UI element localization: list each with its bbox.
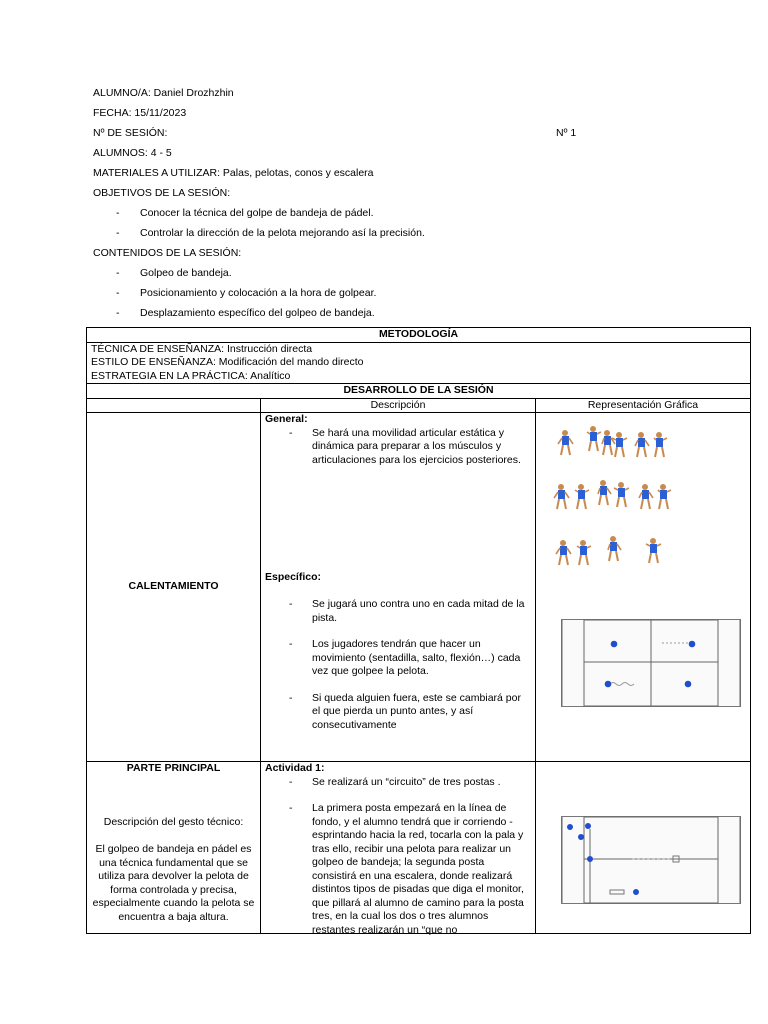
player-dot [633,889,639,895]
calentamiento-graphic [536,413,751,762]
alumno-line: ALUMNO/A: Daniel Drozhzhin [93,87,234,99]
desarrollo-header: DESARROLLO DE LA SESIÓN [87,384,751,399]
player-dot [689,641,696,648]
exercise-figure [639,484,653,509]
exercise-figure [554,484,569,509]
alumnos-line: ALUMNOS: 4 - 5 [93,147,172,159]
actividad-title: Actividad 1: [265,762,325,774]
list-item: - Se jugará uno contra uno en cada mitad de la pista. [289,598,525,624]
calentamiento-label: CALENTAMIENTO [87,413,261,762]
especifico-title: Específico: [265,570,322,583]
exercise-figure [577,540,591,565]
gesto-text: El golpeo de bandeja en pádel es una técnica fundamental que se utiliza para devolver la pelota de forma controlada y precisa, especialmente cuando la pelota se encuentra a baja altura. [92,843,255,923]
exercise-figure [587,426,601,451]
principal-desc [261,762,536,934]
gesto-title: Descripción del gesto técnico: [103,815,244,828]
stretching-figures-group [554,426,671,565]
estrategia-line: ESTRATEGIA EN LA PRÁCTICA: Analítico [91,369,291,382]
objetivos-title: OBJETIVOS DE LA SESIÓN: [93,187,231,199]
player-dot [585,823,591,829]
list-item: - Si queda alguien fuera, este se cambiará por el que pierda un punto antes, y así consecutivamente [289,691,521,731]
col-descripcion: Descripción [261,398,536,413]
contenido-item: - Desplazamiento específico del golpeo de bandeja. [116,307,375,319]
player-dot [685,681,692,688]
exercise-figure [558,430,573,455]
objetivo-item: - Conocer la técnica del golpe de bandeja de pádel. [116,207,374,219]
estilo-line: ESTILO DE ENSEÑANZA: Modificación del mando directo [91,356,364,368]
list-item: - Se realizará un “circuito” de tres postas . [289,775,501,788]
player-dot [567,824,573,830]
exercise-figure [646,538,661,563]
contenido-item: - Golpeo de bandeja. [116,267,232,279]
materiales-line: MATERIALES A UTILIZAR: Palas, pelotas, conos y escalera [93,167,374,179]
methodology-table [86,327,751,934]
calentamiento-desc [261,413,536,762]
exercise-figure [614,482,629,507]
circuit-court-diagram [561,816,741,904]
sesion-label: Nº DE SESIÓN: [93,127,168,139]
contenido-item: - Posicionamiento y colocación a la hora de golpear. [116,287,377,299]
contenidos-title: CONTENIDOS DE LA SESIÓN: [93,247,242,259]
player-dot [605,681,612,688]
sesion-number: Nº 1 [556,127,577,139]
fecha-line: FECHA: 15/11/2023 [93,107,187,119]
player-dot [611,641,618,648]
general-title: General: [265,413,308,425]
player-dot [587,856,593,862]
exercise-figure [575,484,589,509]
list-item: - La primera posta empezará en la línea de fondo, y el alumno tendrá que ir corriendo - esprintando hacia la red, tocarla con la pala y tras ello, recibir una pelota para realizar un golpeo de bandeja; la segunda posta consistirá en una escalera, donde realizará distintos tipos de pisadas que diga el monitor, que pillará al alumno de camino para la posta tres, en la cual los dos o tres alumnos restantes realizarán un “que no [289,802,524,936]
metodologia-info [87,342,751,384]
stretching-figures-illustration [550,415,710,575]
empty-header-cell [87,398,261,413]
col-representacion: Representación Gráfica [536,398,751,413]
principal-left [87,762,261,934]
metodologia-header: METODOLOGÍA [87,328,751,343]
principal-graphic [536,762,751,934]
exercise-figure [598,480,611,505]
exercise-figure [635,432,649,457]
exercise-figure [556,540,571,565]
tecnica-line: TÉCNICA DE ENSEÑANZA: Instrucción directa [91,342,313,355]
exercise-figure [658,484,671,509]
objetivo-item: - Controlar la dirección de la pelota mejorando así la precisión. [116,227,425,239]
player-dot [578,834,584,840]
list-item: - Los jugadores tendrán que hacer un movimiento (sentadilla, salto, flexión…) cada vez que golpee la pelota. [289,638,521,677]
principal-label: PARTE PRINCIPAL [126,762,221,774]
exercise-figure [602,430,615,455]
exercise-figure [608,536,621,561]
exercise-figure [654,432,667,457]
warmup-court-diagram [561,619,741,707]
exercise-figure [612,432,627,457]
list-item: - Se hará una movilidad articular estática y dinámica para preparar a los músculos y articulaciones para los ejercicios posteriores. [289,426,521,466]
